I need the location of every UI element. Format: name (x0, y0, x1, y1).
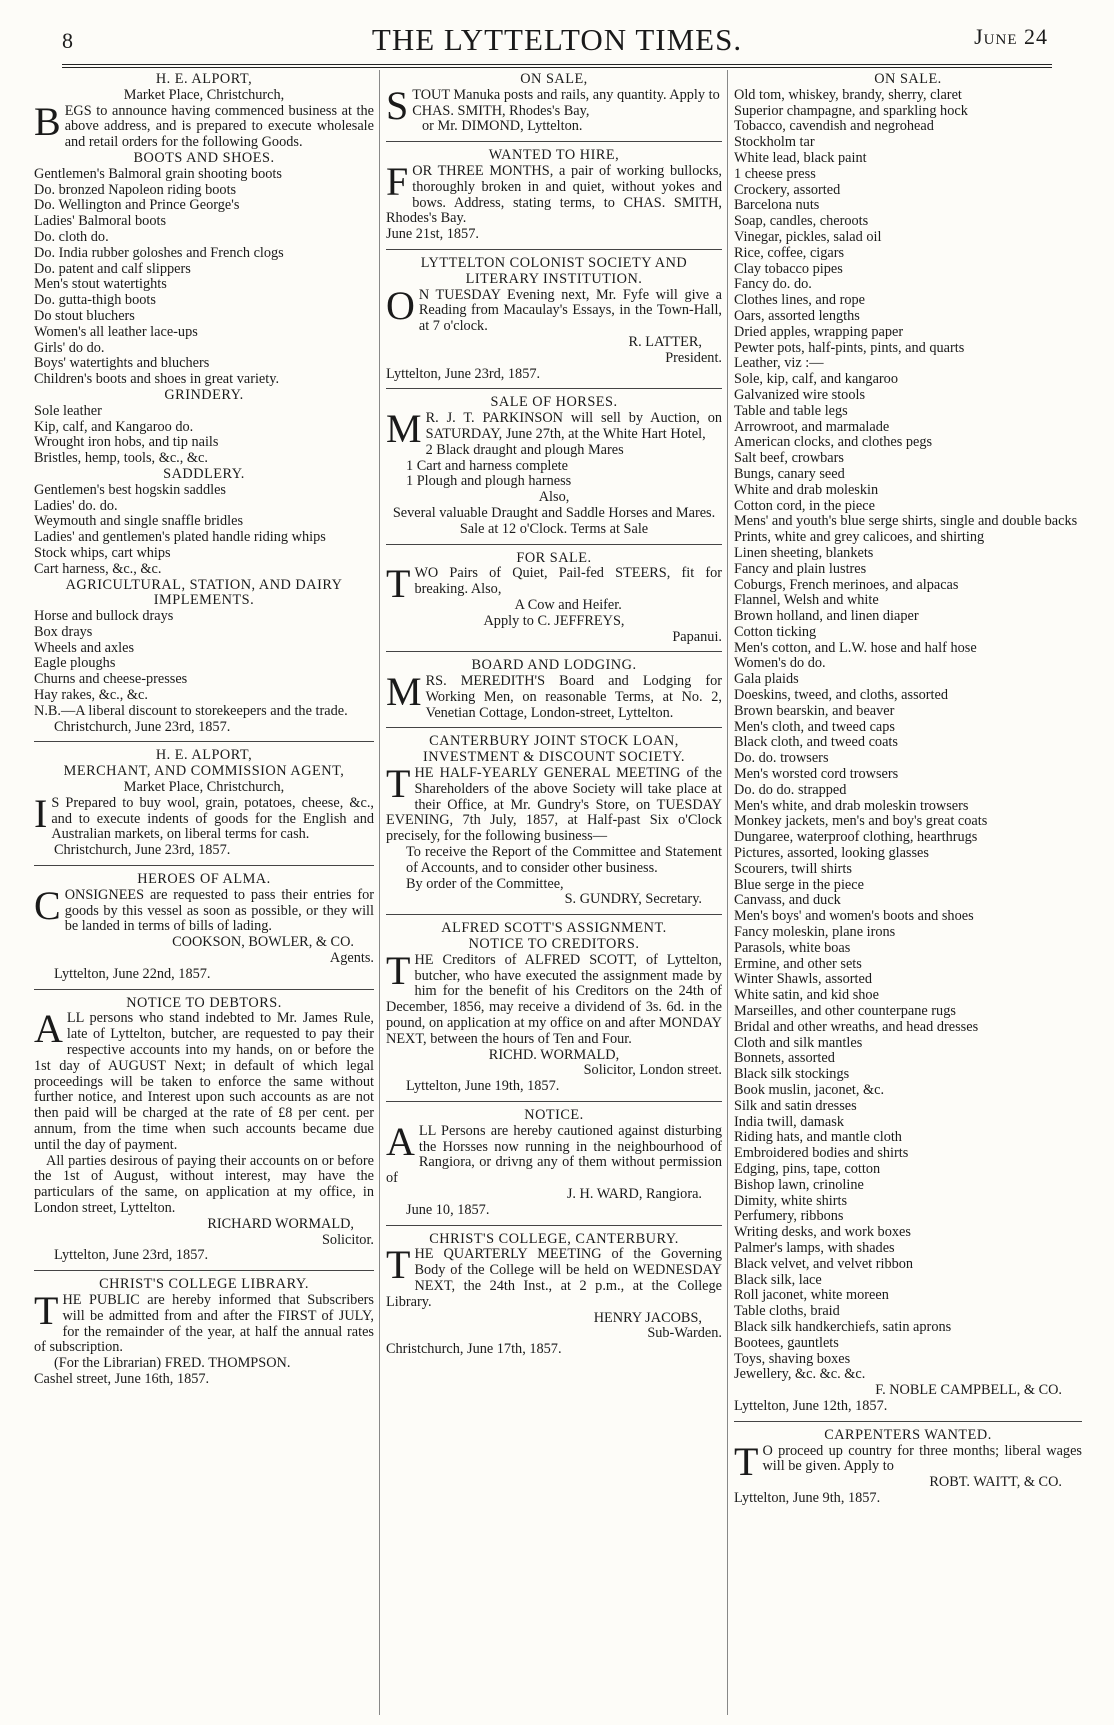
list-item: Canvass, and duck (734, 892, 841, 909)
ad-line: By order of the Committee, (406, 875, 564, 892)
ad-body: N TUESDAY Evening next, Mr. Fyfe will give a Reading from Macaulay's Essays, in the Town-Hall, at 7 o'clock. (418, 286, 722, 335)
ad-signer: COOKSON, BOWLER, & CO. (172, 934, 354, 951)
ad-date: Lyttelton, June 9th, 1857. (734, 1489, 881, 1506)
list-item: Dried apples, wrapping paper (734, 323, 904, 340)
list-item: Men's cotton, and L.W. hose and half hose (734, 639, 977, 656)
column-divider (379, 70, 380, 1715)
ad-address: Market Place, Christchurch, (123, 779, 285, 796)
list-item: Pictures, assorted, looking glasses (734, 845, 929, 862)
goods-list (34, 483, 374, 578)
ad-date: Lyttelton, June 22nd, 1857. (54, 965, 211, 982)
list-item: Girls' do do. (34, 339, 105, 356)
ad-date: Lyttelton, June 19th, 1857. (406, 1078, 560, 1095)
ad-body: O proceed up country for three months; liberal wages will be given. Apply to (762, 1442, 1082, 1475)
list-item: Fancy do. do. (734, 276, 812, 293)
list-item: American clocks, and clothes pegs (734, 434, 933, 451)
list-item: Jewellery, &c. &c. &c. (734, 1366, 866, 1383)
goods-list (734, 88, 1082, 1383)
list-item: White and drab moleskin (734, 481, 879, 498)
ad-body: TOUT Manuka posts and rails, any quantity. Apply to (412, 86, 720, 103)
list-item: Fancy moleskin, plane irons (734, 924, 896, 941)
list-item: Rice, coffee, cigars (734, 244, 845, 261)
ad-body: LL Persons are hereby cautioned against disturbing the Horsses now running in the neighbourhood of Rangiora, or drivng any of them without permission of (386, 1122, 722, 1187)
drop-cap: A (34, 1006, 63, 1052)
list-item: Marseilles, and other counterpane rugs (734, 1003, 956, 1020)
ad-signer: (For the Librarian) FRED. THOMPSON. (54, 1355, 291, 1372)
list-item: Blue serge in the piece (734, 876, 864, 893)
list-item: Crockery, assorted (734, 181, 841, 198)
list-item: Oars, assorted lengths (734, 307, 860, 324)
list-item: Wrought iron hobs, and tip nails (34, 434, 219, 451)
ad-address: Market Place, Christchurch, (123, 86, 285, 103)
list-item: Soap, candles, cheroots (734, 213, 869, 230)
list-item: Monkey jackets, men's and boy's great coats (734, 813, 988, 830)
ad-body: S Prepared to buy wool, grain, potatoes, cheese, &c., and to execute indents of goods for the English and Australian markets, on liberal terms for cash. (51, 794, 374, 843)
list-item: Brown bearskin, and beaver (734, 702, 895, 719)
ad-line: Several valuable Draught and Saddle Horses and Mares. (392, 504, 716, 521)
section-heading: GRINDERY. (164, 386, 244, 403)
ad-note: N.B.—A liberal discount to storekeepers and the trade. (34, 702, 348, 719)
list-item: Clothes lines, and rope (734, 292, 866, 309)
ad-body: HE QUARTERLY MEETING of the Governing Body of the College will be held on WEDNESDAY NEXT, the 24th Inst., at 2 p.m., at the College Library. (386, 1246, 722, 1310)
list-item: Women's all leather lace-ups (34, 323, 198, 340)
list-item: 1 Cart and harness complete (406, 457, 568, 474)
list-item: Do. do do. strapped (734, 781, 847, 798)
list-item: Wheels and axles (34, 639, 135, 656)
ad-date: Lyttelton, June 23rd, 1857. (386, 365, 541, 382)
list-item: Perfumery, ribbons (734, 1208, 844, 1225)
ad-role: Agents. (329, 950, 374, 967)
ad-date: Lyttelton, June 12th, 1857. (734, 1397, 888, 1414)
list-item: Salt beef, crowbars (734, 450, 844, 467)
list-item: Horse and bullock drays (34, 608, 174, 625)
drop-cap: T (34, 1287, 59, 1333)
drop-cap: S (386, 82, 409, 128)
drop-cap: M (386, 669, 422, 715)
drop-cap: F (386, 158, 409, 204)
list-item: Bungs, canary seed (734, 465, 845, 482)
ad-line: or Mr. DIMOND, Lyttelton. (422, 118, 583, 135)
ad-heading: H. E. ALPORT, (155, 747, 253, 764)
list-item: Boys' watertights and bluchers (34, 355, 210, 372)
list-item: Eagle ploughs (34, 655, 116, 672)
ad-alport-goods (34, 70, 374, 738)
ad-heading: SALE OF HORSES. (490, 394, 618, 411)
ad-date: Lyttelton, June 23rd, 1857. (54, 1247, 209, 1264)
ad-carpenters-wanted (734, 1421, 1082, 1510)
list-item: Riding hats, and mantle cloth (734, 1129, 902, 1146)
ad-college-meeting (386, 1225, 722, 1361)
ad-body: OR THREE MONTHS, a pair of working bullocks, thoroughly broken in and quiet, without yokes and bows. Address, stating terms, to CHAS. SMITH, Rhodes's Bay. (386, 162, 722, 227)
ad-body: ONSIGNEES are requested to pass their entries for goods by this vessel as soon as possible, or they will be landed in terms of bills of lading. (64, 886, 374, 935)
ad-signer: RICHARD WORMALD, (207, 1215, 354, 1232)
list-item: Black silk stockings (734, 1066, 850, 1083)
section-heading: AGRICULTURAL, STATION, AND DAIRY IMPLEMENTS. (65, 576, 343, 609)
drop-cap: C (34, 882, 61, 928)
ad-college-library (34, 1270, 374, 1391)
ad-heading: H. E. ALPORT, (155, 71, 253, 87)
list-item: Barcelona nuts (734, 197, 820, 214)
newspaper-title: THE LYTTELTON TIMES. (371, 22, 743, 57)
ad-line: Apply to C. JEFFREYS, (483, 612, 625, 629)
list-item: Clay tobacco pipes (734, 260, 843, 277)
list-item: Box drays (34, 623, 93, 640)
list-item: White lead, black paint (734, 149, 867, 166)
list-item: Table and table legs (734, 402, 848, 419)
list-item: Doeskins, tweed, and cloths, assorted (734, 687, 949, 704)
list-item: Scourers, twill shirts (734, 860, 852, 877)
ad-place: Papanui. (672, 628, 722, 645)
ad-body: WO Pairs of Quiet, Pail-fed STEERS, fit for breaking. Also, (414, 565, 722, 598)
ad-role: Solicitor. (321, 1231, 374, 1248)
list-item: Do. India rubber goloshes and French clogs (34, 244, 284, 261)
ad-heading: LYTTELTON COLONIST SOCIETY AND LITERARY INSTITUTION. (420, 254, 688, 287)
list-item: White satin, and kid shoe (734, 987, 879, 1004)
drop-cap: A (386, 1118, 415, 1164)
list-item: Vinegar, pickles, salad oil (734, 228, 882, 245)
list-item: Men's cloth, and tweed caps (734, 718, 895, 735)
list-item: Embroidered bodies and shirts (734, 1145, 909, 1162)
ad-business: To receive the Report of the Committee and Statement of Accounts, and to consider other business. (406, 844, 722, 876)
list-item: Edging, pins, tape, cotton (734, 1160, 881, 1177)
list-item: Table cloths, braid (734, 1303, 840, 1320)
list-item: Cotton ticking (734, 623, 817, 640)
list-item: Men's white, and drab moleskin trowsers (734, 797, 969, 814)
ad-date: June 21st, 1857. (386, 226, 479, 243)
section-heading: SADDLERY. (163, 465, 245, 482)
list-item: Men's boys' and women's boots and shoes (734, 908, 974, 925)
list-item: Bootees, gauntlets (734, 1334, 839, 1351)
list-item: 2 Black draught and plough Mares (425, 441, 624, 458)
list-item: Bristles, hemp, tools, &c., &c. (34, 450, 208, 467)
ad-body: R. J. T. PARKINSON will sell by Auction, on SATURDAY, June 27th, at the White Hart Hotel, (425, 410, 722, 442)
ad-role: Solicitor, London street. (583, 1062, 722, 1079)
list-item: Silk and satin dresses (734, 1097, 857, 1114)
list-item: Winter Shawls, assorted (734, 971, 872, 988)
ad-signer: J. H. WARD, Rangiora. (566, 1186, 702, 1202)
issue-date: June 24 (974, 24, 1048, 49)
drop-cap: T (386, 1242, 411, 1288)
ad-notice-rangiora (386, 1101, 722, 1222)
list-item: Ladies' Balmoral boots (34, 213, 167, 230)
list-item: Gentlemen's Balmoral grain shooting boots (34, 165, 282, 182)
drop-cap: T (386, 761, 411, 807)
ad-wanted-to-hire (386, 141, 722, 246)
list-item: Sole, kip, calf, and kangaroo (734, 371, 898, 388)
list-item: Black cloth, and tweed coats (734, 734, 898, 751)
list-item: Black silk handkerchiefs, satin aprons (734, 1318, 952, 1335)
list-item: Weymouth and single snaffle bridles (34, 513, 244, 530)
ad-scott-assignment (386, 914, 722, 1098)
ad-loan-society (386, 727, 722, 911)
ad-body: RS. MEREDITH'S Board and Lodging for Working Men, on reasonable Terms, at No. 2, Venetian Cottage, London-street, Lyttelton. (425, 673, 722, 721)
ad-heading: BOARD AND LODGING. (471, 657, 637, 674)
list-item: Roll jaconet, white moreen (734, 1287, 889, 1304)
ad-heading: NOTICE. (524, 1107, 584, 1124)
drop-cap: B (34, 98, 61, 144)
list-item: Bridal and other wreaths, and head dresses (734, 1018, 979, 1035)
list-item: 1 Plough and plough harness (406, 473, 572, 490)
list-item: Galvanized wire stools (734, 386, 866, 403)
ad-line: CHAS. SMITH, Rhodes's Bay, (412, 102, 590, 119)
ad-alport-agent (34, 741, 374, 862)
list-item: Children's boots and shoes in great variety. (34, 371, 280, 388)
ad-heading: HEROES OF ALMA. (137, 871, 271, 888)
ad-campbell-on-sale (734, 70, 1082, 1418)
ad-body: LL persons who stand indebted to Mr. James Rule, late of Lyttelton, butcher, are requested to pay their respective accounts into my hands, on or before the 1st day of AUGUST Next; in default of which legal proceedings will be taken to enforce the same without further notice, and Interest upon such accounts as are not then paid will be charged at the rate of £8 per cent. per annum, from the time when such accounts became due until the day of payment. (34, 1010, 374, 1153)
list-item: Bonnets, assorted (734, 1050, 835, 1067)
list-item: Cart harness, &c., &c. (34, 560, 162, 577)
list-item: Do. gutta-thigh boots (34, 292, 156, 309)
list-item: Ermine, and other sets (734, 955, 862, 972)
list-item: Leather, viz :— (734, 355, 824, 372)
list-item: Cloth and silk mantles (734, 1034, 863, 1051)
ad-subheading: MERCHANT, AND COMMISSION AGENT, (63, 763, 345, 780)
column-1 (34, 70, 374, 1391)
ad-heading: CANTERBURY JOINT STOCK LOAN, INVESTMENT & DISCOUNT SOCIETY. (422, 733, 686, 766)
drop-cap: T (386, 561, 411, 607)
goods-list (34, 167, 374, 388)
list-item: Pewter pots, half-pints, pints, and quarts (734, 339, 965, 356)
ad-heading: CARPENTERS WANTED. (824, 1426, 992, 1443)
list-item: Book muslin, jaconet, &c. (734, 1082, 885, 1098)
list-item: Women's do do. (734, 655, 826, 672)
list-item: Sole leather (34, 402, 102, 419)
ad-date: June 10, 1857. (406, 1201, 490, 1218)
list-item: Gala plaids (734, 671, 799, 688)
list-item: Prints, white and grey calicoes, and shirting (734, 529, 985, 546)
ad-heading: NOTICE TO DEBTORS. (126, 994, 282, 1011)
column-divider (727, 70, 728, 1715)
list-item: India twill, damask (734, 1113, 844, 1130)
list-item: Stockholm tar (734, 134, 815, 151)
ad-heading: ALFRED SCOTT'S ASSIGNMENT. (441, 920, 667, 937)
drop-cap: T (386, 947, 411, 993)
list-item: Superior champagne, and sparkling hock (734, 102, 968, 119)
drop-cap: M (386, 406, 422, 452)
drop-cap: I (34, 790, 48, 836)
list-item: Coburgs, French merinoes, and alpacas (734, 576, 959, 593)
list-item: Stock whips, cart whips (34, 544, 171, 561)
ad-signer: F. NOBLE CAMPBELL, & CO. (875, 1382, 1062, 1399)
list-item: Toys, shaving boxes (734, 1350, 851, 1367)
ad-signer: R. LATTER, (628, 333, 702, 350)
list-item: Do. bronzed Napoleon riding boots (34, 181, 237, 198)
list-item: Parasols, white boas (734, 939, 851, 956)
list-item: Bishop lawn, crinoline (734, 1176, 864, 1193)
page-number: 8 (62, 28, 73, 53)
ad-date: Christchurch, June 23rd, 1857. (54, 842, 231, 859)
list-item: Ladies' do. do. (34, 497, 118, 514)
ad-signer: RICHD. WORMALD, (488, 1046, 620, 1063)
list-item: Do. cloth do. (34, 228, 109, 245)
ad-sale-of-horses (386, 388, 722, 540)
list-item: Dungaree, waterproof clothing, hearthrugs (734, 829, 978, 846)
masthead (0, 0, 1114, 72)
list-item: Do. do. trowsers (734, 750, 829, 767)
ad-line: Also, (538, 489, 570, 506)
ad-heading: ON SALE, (520, 71, 588, 87)
drop-cap: T (734, 1438, 759, 1484)
ad-signer: S. GUNDRY, Secretary. (564, 891, 702, 908)
list-item: Black silk, lace (734, 1271, 822, 1288)
list-item: 1 cheese press (734, 165, 816, 182)
list-item: Kip, calf, and Kangaroo do. (34, 418, 194, 435)
ad-notice-to-debtors (34, 989, 374, 1268)
ad-role: President. (665, 349, 722, 366)
ad-line: A Cow and Heifer. (514, 596, 622, 613)
list-item: Do stout bluchers (34, 307, 135, 324)
ad-heroes-of-alma (34, 865, 374, 986)
list-item: Do. patent and calf slippers (34, 260, 191, 277)
ad-heading: WANTED TO HIRE, (488, 147, 620, 164)
ad-body: All parties desirous of paying their accounts on or before the 1st of August, without interest, may have the particulars of the same, on application at my office, in London street, Lyttelton. (34, 1152, 374, 1216)
list-item: Dimity, white shirts (734, 1192, 848, 1209)
ad-body: HE HALF-YEARLY GENERAL MEETING of the Shareholders of the above Society will take place at their Office, at Mr. Gundry's Store, on TUESDAY EVENING, 7th July, 1857, at Half-past Six o'Clock precisely, for the following business— (386, 765, 722, 845)
ad-body: HE PUBLIC are hereby informed that Subscribers will be admitted from and after the FIRST of JULY, for the remainder of the year, at half the annual rates of subscription. (34, 1291, 374, 1356)
list-item: Linen sheeting, blankets (734, 544, 874, 561)
list-item: Cotton cord, in the piece (734, 497, 875, 514)
list-item: Hay rakes, &c., &c. (34, 687, 148, 704)
ad-date: Christchurch, June 17th, 1857. (386, 1341, 562, 1358)
goods-list (34, 404, 374, 467)
list-item: Black velvet, and velvet ribbon (734, 1255, 914, 1272)
ad-subheading: NOTICE TO CREDITORS. (468, 936, 640, 953)
list-item: Palmer's lamps, with shades (734, 1239, 895, 1256)
list-item: Men's worsted cord trowsers (734, 766, 899, 783)
list-item: Fancy and plain lustres (734, 560, 867, 577)
ad-body: EGS to announce having commenced business at the above address, and is prepared to execute wholesale and retail orders for the following Goods. (64, 102, 374, 151)
list-item: Writing desks, and work boxes (734, 1224, 911, 1241)
list-item: Tobacco, cavendish and negrohead (734, 118, 934, 135)
ad-body: HE Creditors of ALFRED SCOTT, of Lyttelton, butcher, who have executed the assignment made by him for the benefit of his Creditors on the 24th of December, 1856, may receive a dividend of 3s. 6d. in the pound, on application at my office on and after MONDAY NEXT, between the hours of Ten and Four. (386, 951, 722, 1047)
ad-heading: FOR SALE. (516, 549, 592, 566)
list-item: Churns and cheese-presses (34, 671, 188, 688)
list-item: Do. Wellington and Prince George's (34, 197, 240, 214)
ad-heading: CHRIST'S COLLEGE LIBRARY. (99, 1276, 309, 1293)
ad-terms: Sale at 12 o'Clock. Terms at Sale (459, 520, 649, 537)
list-item: Ladies' and gentlemen's plated handle riding whips (34, 529, 326, 546)
ad-signer: ROBT. WAITT, & CO. (929, 1474, 1062, 1491)
list-item: Brown holland, and linen diaper (734, 608, 919, 625)
ad-colonist-society (386, 249, 722, 385)
goods-list (34, 609, 374, 704)
ad-board-and-lodging (386, 651, 722, 724)
section-heading: BOOTS AND SHOES. (133, 149, 275, 166)
ad-heading: CHRIST'S COLLEGE, CANTERBURY. (429, 1230, 679, 1247)
list-item: Flannel, Welsh and white (734, 592, 879, 609)
column-3 (734, 70, 1082, 1510)
list-item: Gentlemen's best hogskin saddles (34, 481, 226, 498)
list-item: Old tom, whiskey, brandy, sherry, claret (734, 86, 962, 103)
ad-date: Cashel street, June 16th, 1857. (34, 1370, 210, 1387)
column-2 (386, 70, 722, 1361)
ad-stout-posts (386, 70, 722, 138)
list-item: Men's stout watertights (34, 276, 167, 293)
ad-role: Sub-Warden. (647, 1325, 722, 1342)
ad-heading: ON SALE. (874, 71, 942, 87)
list-item: Arrowroot, and marmalade (734, 418, 890, 435)
masthead-rule (62, 64, 1052, 68)
ad-signer: HENRY JACOBS, (593, 1309, 702, 1326)
ad-date: Christchurch, June 23rd, 1857. (54, 718, 231, 735)
drop-cap: O (386, 282, 415, 328)
ad-steers-for-sale (386, 544, 722, 649)
list-item: Mens' and youth's blue serge shirts, single and double backs (734, 513, 1078, 530)
